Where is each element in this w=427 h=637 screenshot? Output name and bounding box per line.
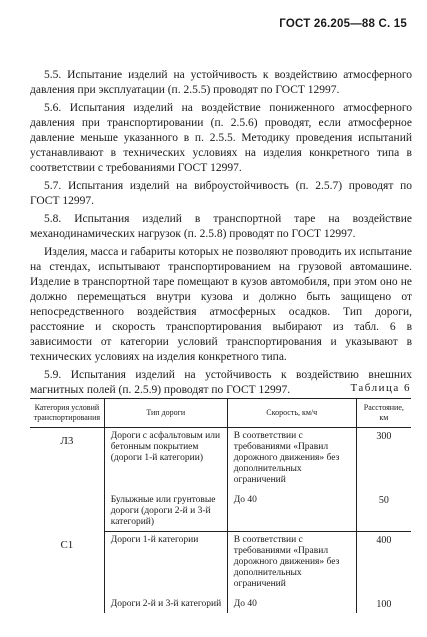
paragraph-5-8-cont: Изделия, масса и габариты которых не позволяют проводить их испытание на стендах, испытывают транспортированием на грузовой автомашине. Изделие в транспортной таре помещают в кузов автомобиля, при этом оно не должно перемещаться внутри кузова и должно быть защищено от непосредственного воздействия атмосферных осадков. Тип дороги, расстояние и скорость транспортирования выбирают из табл. 6 в зависимости от категории условий транспортирования и указывают в технических условиях на изделия конкретного типа. bbox=[30, 246, 412, 363]
speed-cell: В соответствии с требованиями «Правил дорожного движения» без дополнительных ограничений bbox=[227, 428, 356, 490]
speed-cell: До 40 bbox=[227, 489, 356, 532]
distance-cell: 100 bbox=[376, 599, 392, 610]
speed-cell: До 40 bbox=[227, 593, 356, 613]
category-cell: Л3 bbox=[30, 428, 104, 532]
paragraph-5-6: 5.6. Испытания изделий на воздействие пониженного атмосферного давления при транспортировании (п. 2.5.6) проводят, если атмосферное давление меньше указанного в п. 2.5.5. Методику проведения испытаний устанавливают в технических условиях на изделия конкретного типа в соответствии с требованиями ГОСТ 12997. bbox=[30, 102, 412, 174]
road-cell: Булыжные или грунтовые дороги (дороги 2-й и 3-й категорий) bbox=[104, 489, 227, 532]
header-distance: Расстояние, км bbox=[356, 399, 411, 428]
road-cell: Дороги с асфальтовым или бетонным покрытием (дороги 1-й категории) bbox=[104, 428, 227, 490]
speed-cell: В соответствии с требованиями «Правил дорожного движения» без дополнительных ограничений bbox=[227, 532, 356, 594]
paragraph-5-5: 5.5. Испытание изделий на устойчивость к воздействию атмосферного давления при эксплуатации (п. 2.5.5) проводят по ГОСТ 12997. bbox=[30, 69, 412, 96]
body-text bbox=[30, 68, 412, 401]
table-row bbox=[30, 532, 411, 594]
header-category: Категория условий транспортирования bbox=[30, 399, 104, 428]
road-cell: Дороги 1-й категории bbox=[104, 532, 227, 594]
header-speed: Скорость, км/ч bbox=[227, 399, 356, 428]
distance-cell: 300 bbox=[376, 431, 392, 442]
header-road: Тип дороги bbox=[104, 399, 227, 428]
table-row bbox=[30, 428, 411, 490]
road-cell: Дороги 2-й и 3-й категорий bbox=[104, 593, 227, 613]
paragraph-5-8: 5.8. Испытания изделий в транспортной таре на воздействие механодинамических нагрузок (п. 2.5.8) проводят по ГОСТ 12997. bbox=[30, 213, 412, 240]
paragraph-5-9: 5.9. Испытания изделий на устойчивость к воздействию внешних магнитных полей (п. 2.5.9) проводят по ГОСТ 12997. bbox=[30, 369, 412, 396]
category-cell: С1 bbox=[30, 532, 104, 614]
table-caption: Таблица 6 bbox=[350, 382, 411, 394]
table-header-row bbox=[30, 399, 411, 428]
distance-cell: 50 bbox=[356, 489, 411, 532]
page-header: ГОСТ 26.205—88 С. 15 bbox=[279, 18, 407, 30]
distance-cell: 400 bbox=[376, 535, 392, 546]
transport-table bbox=[30, 398, 411, 613]
paragraph-5-7: 5.7. Испытания изделий на виброустойчивость (п. 2.5.7) проводят по ГОСТ 12997. bbox=[30, 180, 412, 207]
